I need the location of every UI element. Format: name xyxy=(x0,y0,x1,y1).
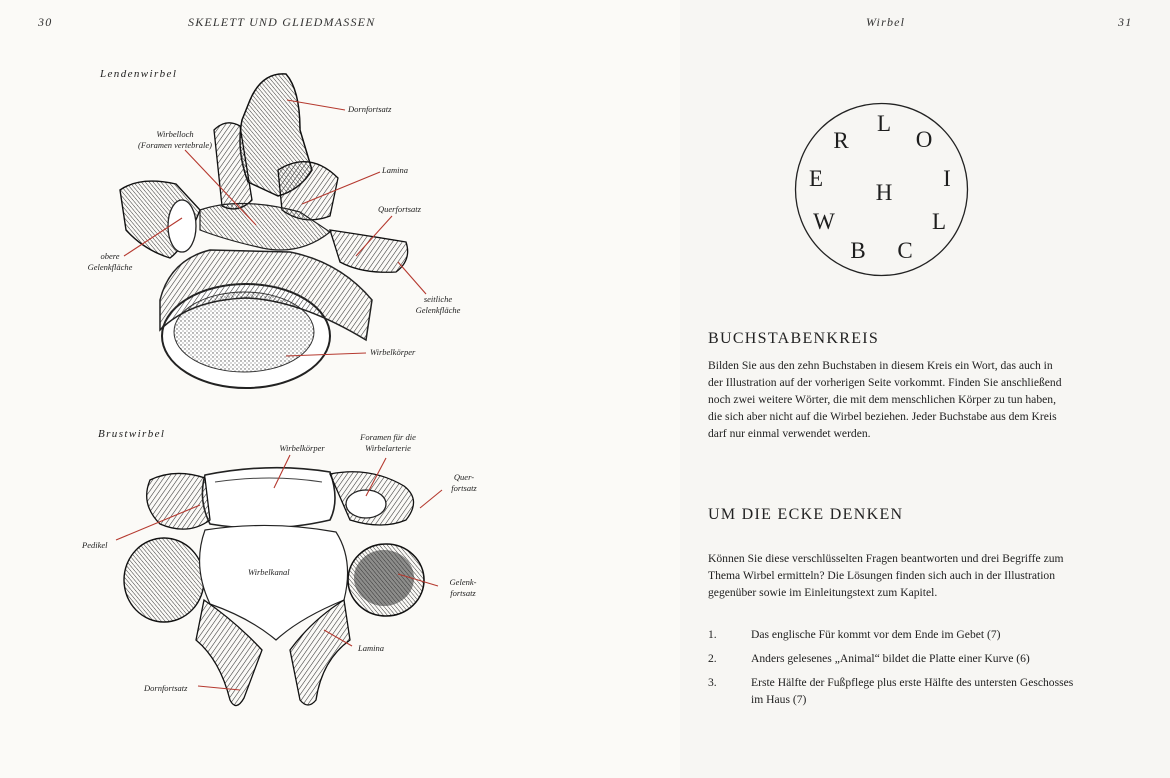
label-seitliche-gelenkflaeche: seitliche Gelenkfläche xyxy=(415,294,461,315)
circle-letter-3: O xyxy=(915,127,933,152)
right-page xyxy=(680,0,1170,778)
page-number-left: 30 xyxy=(38,15,53,29)
question-item xyxy=(708,626,1078,643)
circle-letter-5: I xyxy=(943,166,951,191)
label-lamina-2: Lamina xyxy=(358,643,384,653)
circle-letter-9: B xyxy=(850,238,866,263)
label-wirbelkoerper-1: Wirbelkörper xyxy=(370,347,416,357)
caption-lendenwirbel: Lendenwirbel xyxy=(100,68,178,80)
um-die-ecke-instructions: Können Sie diese verschlüsselten Fragen beantworten und drei Begriffe zum Thema Wirbel ermitteln? Die Lösungen finden sich auch in der Illustration gegenüber sowie im Einleitungstext zum Kapitel. xyxy=(708,552,1064,599)
question-text: Anders gelesenes „Animal“ bildet die Platte einer Kurve (6) xyxy=(751,652,1030,665)
label-obere-gelenkflaeche: obere Gelenkfläche xyxy=(87,251,133,272)
label-wirbelkoerper-2: Wirbelkörper xyxy=(279,443,325,453)
running-head-right: Wirbel xyxy=(866,15,906,29)
circle-letter-6: H xyxy=(875,180,893,205)
question-text: Das englische Für kommt vor dem Ende im Gebet (7) xyxy=(751,628,1001,641)
heading-um-die-ecke-denken: UM DIE ECKE DENKEN xyxy=(708,506,904,523)
label-wirbelloch: Wirbelloch (Foramen vertebrale) xyxy=(138,129,212,150)
caption-brustwirbel: Brustwirbel xyxy=(98,428,166,440)
question-item xyxy=(708,674,1078,708)
circle-letter-7: W xyxy=(813,209,835,234)
label-dornfortsatz-2: Dornfortsatz xyxy=(144,683,188,693)
circle-letter-8: L xyxy=(931,209,947,234)
label-foramen-wirbelarterie: Foramen für die Wirbelarterie xyxy=(360,432,416,453)
question-number: 2. xyxy=(708,652,717,665)
label-gelenkfortsatz: Gelenk- fortsatz xyxy=(449,577,477,598)
label-dornfortsatz-1: Dornfortsatz xyxy=(348,104,392,114)
question-number: 1. xyxy=(708,628,717,641)
circle-letter-10: C xyxy=(897,238,913,263)
question-number: 3. xyxy=(708,676,717,689)
label-querfortsatz-1: Querfortsatz xyxy=(378,204,421,214)
circle-letter-1: L xyxy=(876,111,892,136)
letter-circle xyxy=(794,102,969,277)
question-list xyxy=(708,626,1078,715)
running-head-left: SKELETT UND GLIEDMASSEN xyxy=(188,15,376,29)
circle-letter-2: R xyxy=(833,128,849,153)
label-pedikel: Pedikel xyxy=(82,540,108,550)
label-lamina-1: Lamina xyxy=(382,165,408,175)
question-item xyxy=(708,650,1078,667)
heading-buchstabenkreis: BUCHSTABENKREIS xyxy=(708,330,880,347)
label-wirbelkanal: Wirbelkanal xyxy=(248,567,290,577)
page-number-right: 31 xyxy=(1118,15,1133,29)
question-text: Erste Hälfte der Fußpflege plus erste Hälfte des untersten Geschosses im Haus (7) xyxy=(751,676,1074,706)
buchstabenkreis-instructions: Bilden Sie aus den zehn Buchstaben in diesem Kreis ein Wort, das auch in der Illustration auf der vorherigen Seite vorkommt. Finden Sie anschließend noch zwei weitere Wörter, die mit dem menschlichen Körper zu tun haben, die sich aber nicht auf die Wirbel beziehen. Jeder Buchstabe aus dem Kreis darf nur einmal verwendet werden. xyxy=(708,359,1062,440)
circle-letter-4: E xyxy=(808,166,824,191)
label-querfortsatz-2: Quer- fortsatz xyxy=(451,472,477,493)
thoracic-vertebra-drawing xyxy=(124,468,424,706)
